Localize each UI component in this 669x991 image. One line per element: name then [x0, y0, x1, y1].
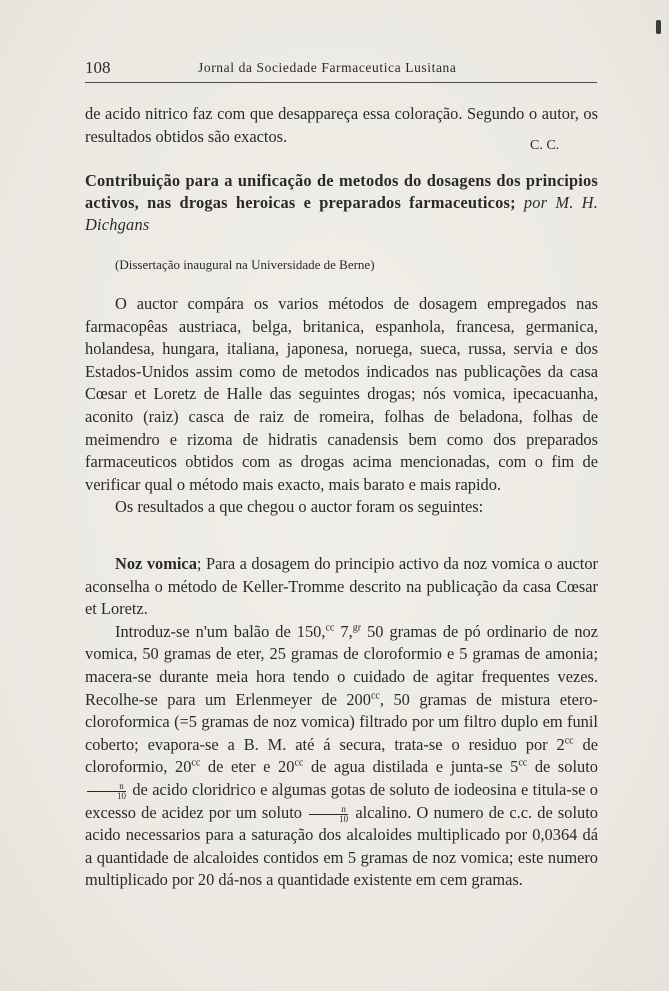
section-lead: Noz vomica — [115, 554, 197, 573]
fraction-n-10 — [87, 782, 126, 801]
p4-unit-cc: cc — [564, 735, 574, 747]
p4-seg-4: , 50 gramas de mistura etero-cloroformica (=5 gramas de noz vomica) filtrado por um filtro duplo em funil coberto; evapora-se a B. M. até á secura, trata-se o residuo por 2 — [85, 689, 598, 754]
p4-seg-5: de cloroformio, 20 — [85, 734, 598, 777]
p4-seg-7: de agua distilada e junta-se 5 — [303, 757, 519, 777]
paragraph-1: O auctor compára os varios métodos de dosagem empregados nas farmacopêas austriaca, belga, britanica, espanhola, francesa, germanica, holandesa, hungara, italiana, japonesa, noruega, sueca, russa, servia e dos Estados-Unidos assim como de metodos indicados nas publicações da casa Cœsar et Loretz de Halle das seguintes drogas; nós vomica, ipecacuanha, aconito (raiz) casca de raiz de romeira, folhas de beladona, folhas de meimendro e rizoma de hidratis canadensis bem como dos preparados farmaceuticos obtidos com as drogas acima mencionadas, com o fim de verificar qual o método mais exacto, mais barato e mais rapido. — [85, 294, 598, 494]
running-title: Jornal da Sociedade Farmaceutica Lusitana — [198, 60, 457, 75]
paragraph-2: Os resultados a que chegou o auctor foram os seguintes: — [115, 497, 484, 517]
fraction-numerator: n — [341, 803, 346, 814]
p4-unit-gr: gr — [352, 622, 362, 634]
p4-seg-6: de eter e 20 — [200, 757, 295, 777]
p4-seg-8: de soluto — [527, 757, 598, 777]
page-number: 108 — [85, 58, 111, 77]
paragraph-4 — [85, 621, 598, 892]
fraction-numerator: n — [119, 780, 124, 791]
margin-mark — [656, 20, 661, 34]
p4-seg-1: Introduz-se n'um balão de 150, — [115, 621, 326, 641]
intro-paragraph: de acido nitrico faz com que desappareça essa coloração. Segundo o autor, os resultados obtidos são exactos. — [85, 104, 598, 146]
paragraph-3-text: ; Para a dosagem do principio activo da noz vomica o auctor aconselha o método de Keller-Tromme descrito na publicação da casa Cœsar et Loretz. — [85, 554, 598, 619]
p4-seg-9: de acido cloridrico e algumas gotas de soluto de iodeosina e titula-se o excesso de acidez por um soluto — [85, 779, 598, 822]
fraction-denominator: 10 — [87, 791, 126, 801]
article-note: (Dissertação inaugural na Universidade de Berne) — [115, 257, 375, 272]
article-title-text: Contribuição para a unificação de metodos do dosagens dos principios activos, nas drogas heroicas e preparados farmaceuticos; — [85, 171, 598, 212]
p4-unit-cc: cc — [325, 622, 335, 634]
paragraph-3 — [85, 553, 598, 621]
article-author: por M. H. Dichgans — [85, 193, 598, 234]
p4-seg-3: 50 gramas de pó ordinario de noz vomica, 50 gramas de eter, 25 gramas de cloroformio e 5 gramas de amonia; macera-se durante meia hora tendo o cuidado de agitar frequentes vezes. Recolhe-se para um Erlenmeyer de 200 — [85, 621, 599, 709]
p4-seg-2: 7, — [334, 621, 353, 641]
article-body-2 — [85, 553, 598, 892]
header-rule — [85, 82, 597, 83]
article-body-1 — [85, 293, 598, 519]
p4-unit-cc: cc — [294, 757, 304, 769]
p4-seg-10: alcalino. O numero de c.c. de soluto acido necessarios para a saturação dos alcaloides multiplicado por 0,0364 dá a quantidade de alcaloides contidos em 5 gramas de noz vomica; este numero multiplicado por 20 dá-nos a quantidade existente em cem gramas. — [85, 802, 598, 890]
p4-unit-cc: cc — [370, 690, 380, 702]
page-header — [85, 58, 597, 80]
p4-unit-cc: cc — [191, 757, 201, 769]
signature: C. C. — [530, 138, 560, 153]
p4-unit-cc: cc — [518, 757, 528, 769]
article-title — [85, 170, 598, 236]
fraction-n-10 — [309, 805, 348, 824]
fraction-denominator: 10 — [309, 814, 348, 824]
